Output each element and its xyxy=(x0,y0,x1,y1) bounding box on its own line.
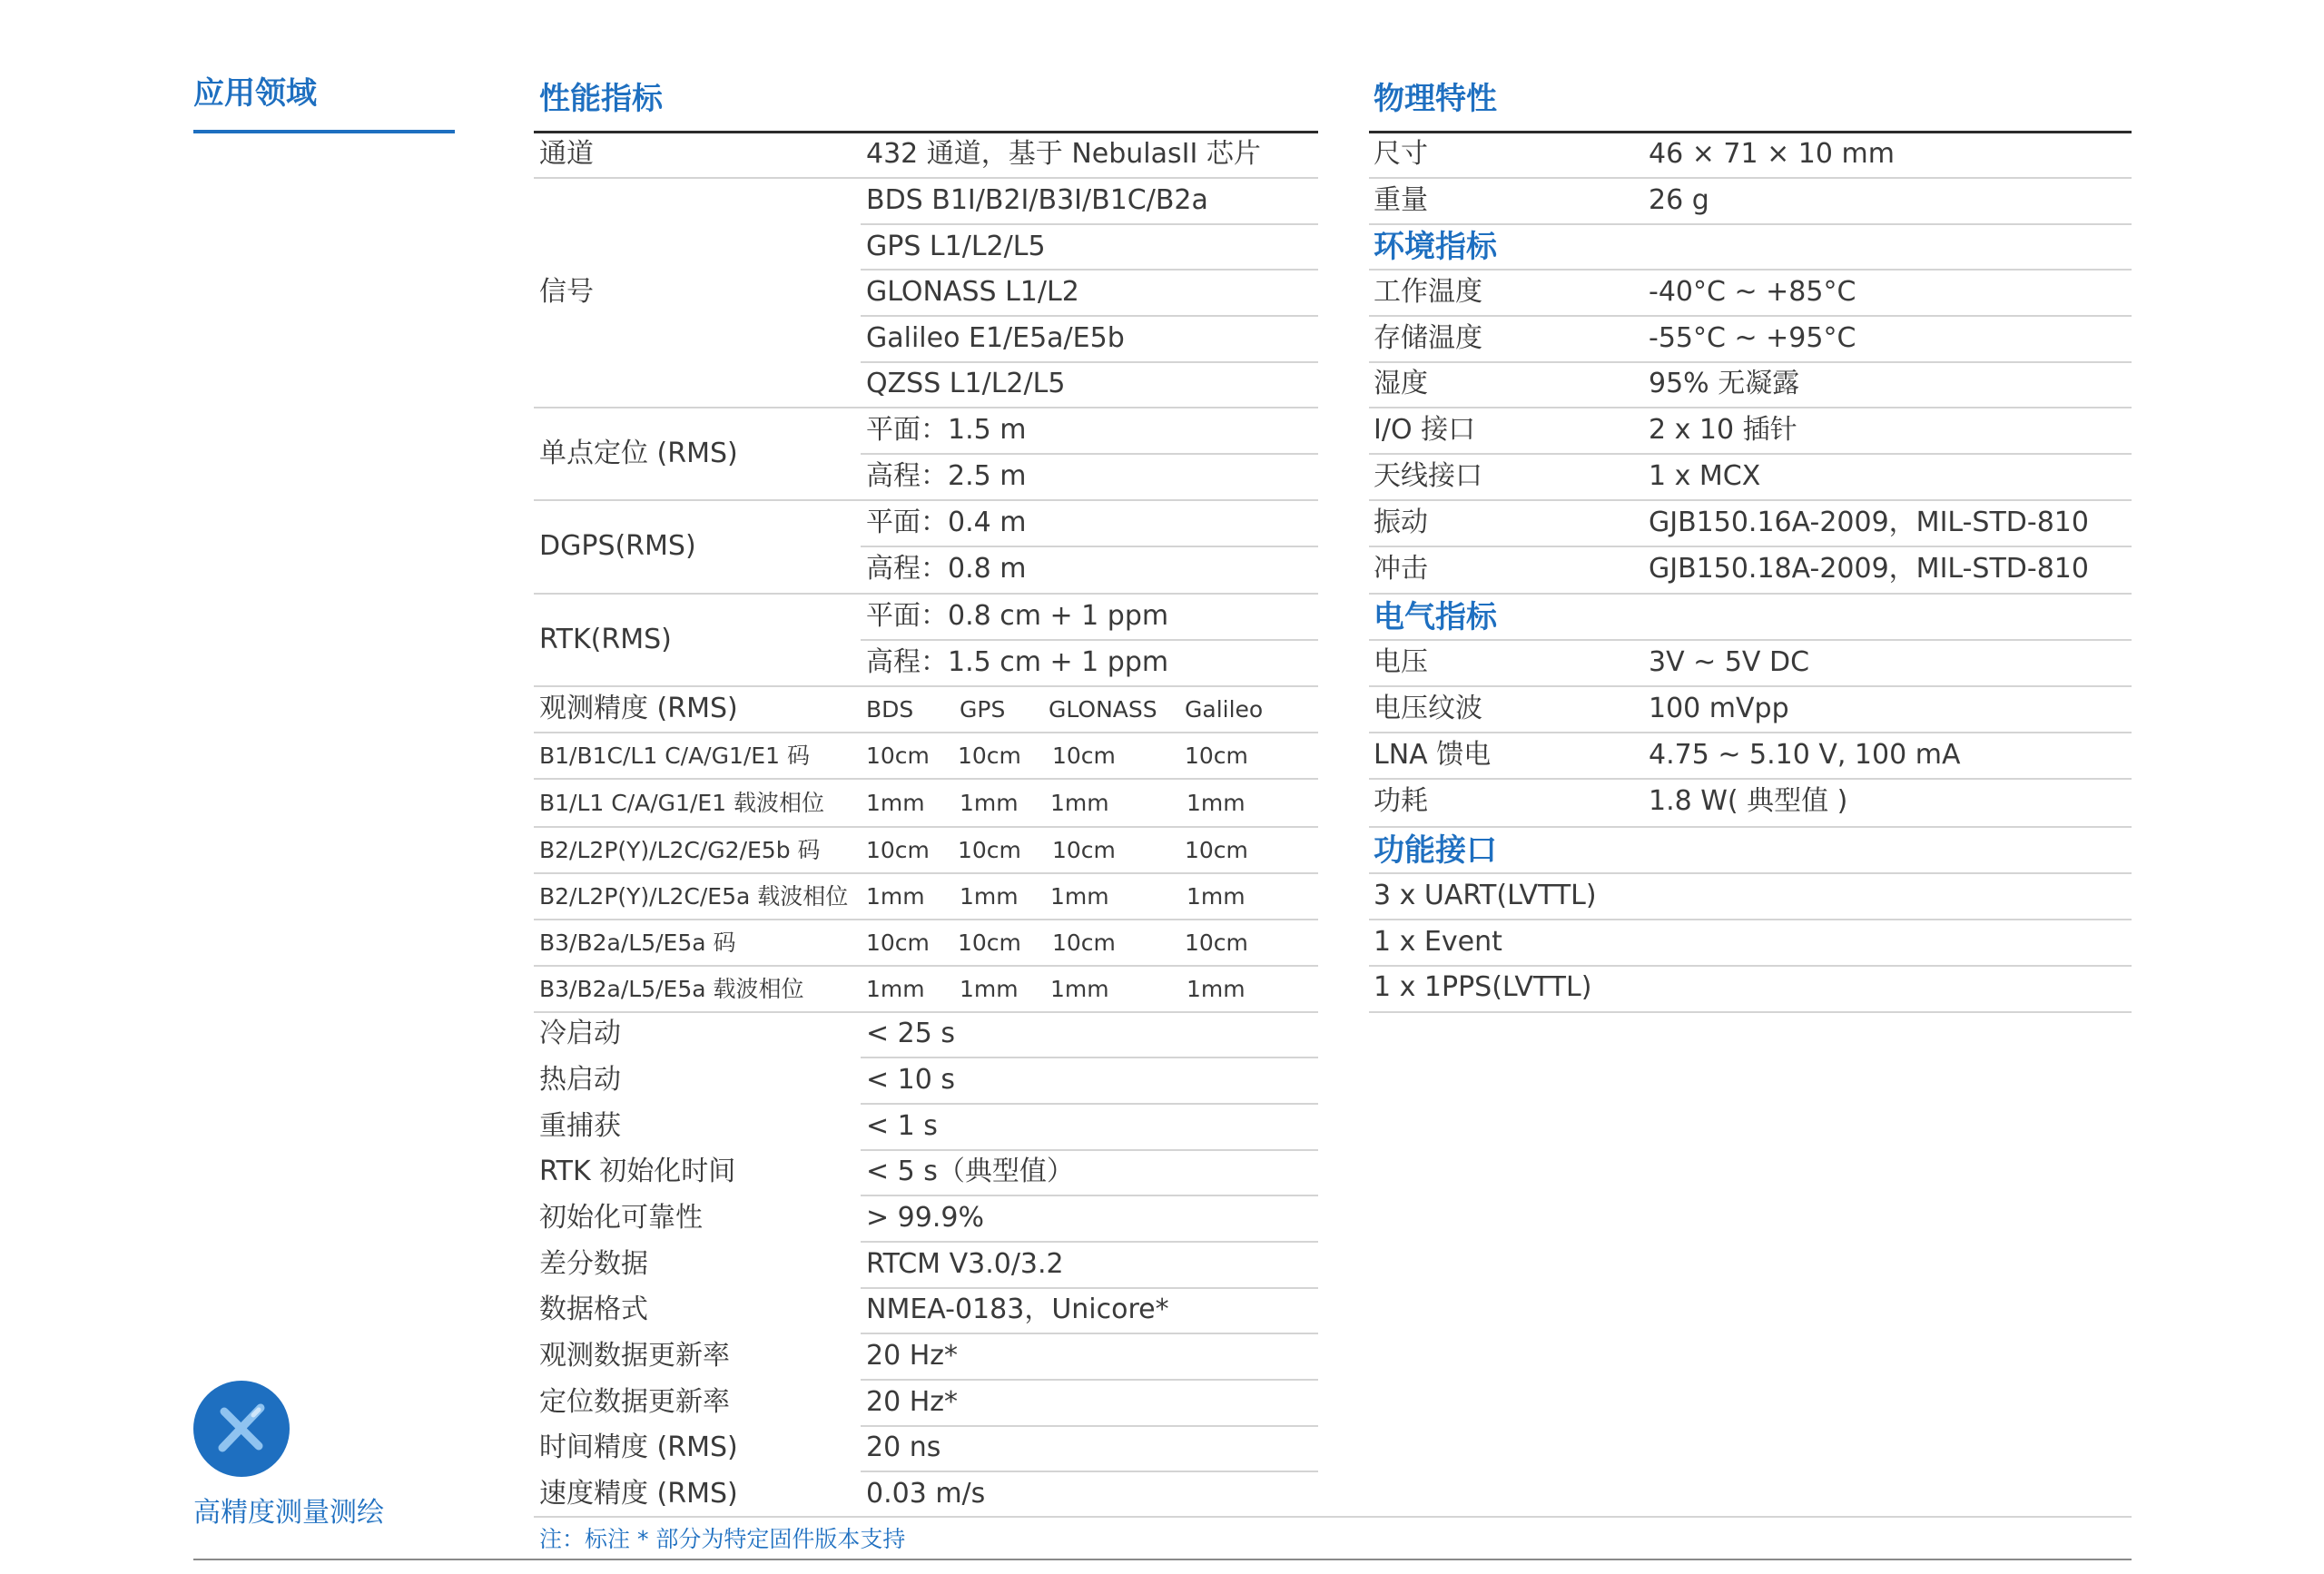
interface-item: 1 x Event xyxy=(1374,926,1502,958)
spec-label: 重捕获 xyxy=(539,1110,621,1142)
row-divider xyxy=(534,778,1318,780)
physical-value: 46 × 71 × 10 mm xyxy=(1649,138,1895,170)
physical-title-rule xyxy=(1369,131,2132,133)
obs-cell: 1mm xyxy=(1050,976,1109,1002)
spec-label: 观测数据更新率 xyxy=(539,1340,730,1372)
obs-cell: 1mm xyxy=(1187,790,1246,816)
spec-value: 20 Hz* xyxy=(866,1386,959,1418)
row-divider xyxy=(1369,1011,2132,1013)
row-divider xyxy=(861,1287,1318,1289)
row-divider xyxy=(1369,778,2132,780)
dgps-value: 平面：0.4 m xyxy=(866,507,1027,538)
row-divider xyxy=(861,1379,1318,1381)
row-divider xyxy=(1369,965,2132,967)
spec-label: 冷启动 xyxy=(539,1018,621,1049)
signal-label: 信号 xyxy=(539,276,594,308)
row-divider xyxy=(861,1425,1318,1427)
interface-item: 3 x UART(LVTTL) xyxy=(1374,880,1597,911)
obs-cell: 10cm xyxy=(958,743,1021,769)
row-divider xyxy=(861,1149,1318,1151)
row-divider xyxy=(534,826,1318,828)
elec-label: LNA 馈电 xyxy=(1374,739,1492,771)
row-divider xyxy=(861,1241,1318,1243)
row-divider xyxy=(1369,361,2132,363)
env-label: 振动 xyxy=(1374,507,1428,538)
row-divider xyxy=(534,732,1318,733)
row-divider xyxy=(861,361,1318,363)
sidebar-title-underline xyxy=(193,130,455,133)
obs-cell: 1mm xyxy=(1050,883,1109,910)
rtk-value: 高程：1.5 cm + 1 ppm xyxy=(866,646,1169,678)
physical-label: 重量 xyxy=(1374,184,1428,216)
obs-row-label: B2/L2P(Y)/L2C/E5a 载波相位 xyxy=(539,883,849,910)
env-value: 1 x MCX xyxy=(1649,460,1761,492)
spec-value: RTCM V3.0/3.2 xyxy=(866,1248,1064,1280)
row-divider xyxy=(534,1011,1318,1013)
physical-title: 物理特性 xyxy=(1374,81,1497,117)
electrical-title: 电气指标 xyxy=(1374,599,1497,635)
obs-cell: 10cm xyxy=(866,743,930,769)
signal-value: GLONASS L1/L2 xyxy=(866,276,1079,308)
spec-label: 热启动 xyxy=(539,1064,621,1096)
rtk-label: RTK(RMS) xyxy=(539,624,672,655)
elec-value: 4.75 ~ 5.10 V, 100 mA xyxy=(1649,739,1961,771)
spec-value: 20 Hz* xyxy=(866,1340,959,1372)
row-divider xyxy=(861,1195,1318,1196)
signal-value: BDS B1I/B2I/B3I/B1C/B2a xyxy=(866,184,1208,216)
row-divider xyxy=(861,223,1318,225)
row-divider xyxy=(1369,407,2132,408)
elec-value: 100 mVpp xyxy=(1649,693,1789,724)
row-divider xyxy=(1369,826,2132,828)
row-divider xyxy=(1369,223,2132,225)
row-divider xyxy=(1369,269,2132,271)
obs-cell: 10cm xyxy=(1052,930,1116,956)
obs-col-header: Galileo xyxy=(1185,696,1264,723)
row-divider xyxy=(861,315,1318,317)
row-divider xyxy=(534,407,1318,408)
app-label: 高精度测量测绘 xyxy=(193,1497,384,1529)
spec-label: 时间精度 (RMS) xyxy=(539,1431,738,1463)
obs-cell: 1mm xyxy=(960,790,1019,816)
physical-value: 26 g xyxy=(1649,184,1709,216)
row-divider xyxy=(861,1057,1318,1058)
row-divider xyxy=(1369,919,2132,920)
row-divider xyxy=(1369,315,2132,317)
dgps-value: 高程：0.8 m xyxy=(866,553,1027,585)
single-point-value: 平面：1.5 m xyxy=(866,414,1027,446)
row-divider xyxy=(1369,593,2132,595)
env-value: GJB150.18A-2009，MIL-STD-810 xyxy=(1649,553,2089,585)
spec-value: 20 ns xyxy=(866,1431,941,1463)
env-value: GJB150.16A-2009，MIL-STD-810 xyxy=(1649,507,2089,538)
env-value: 2 x 10 插针 xyxy=(1649,414,1797,446)
env-value: 95% 无凝露 xyxy=(1649,368,1800,399)
row-divider xyxy=(534,965,1318,967)
obs-row-label: B3/B2a/L5/E5a 载波相位 xyxy=(539,976,804,1002)
obs-cell: 1mm xyxy=(1187,883,1246,910)
obs-cell: 10cm xyxy=(866,837,930,863)
row-divider xyxy=(534,872,1318,874)
row-divider xyxy=(1369,639,2132,641)
obs-cell: 10cm xyxy=(958,930,1021,956)
elec-value: 1.8 W( 典型值 ) xyxy=(1649,785,1848,817)
spec-label: 定位数据更新率 xyxy=(539,1386,730,1418)
env-label: 冲击 xyxy=(1374,553,1428,585)
row-divider xyxy=(861,1333,1318,1334)
obs-cell: 1mm xyxy=(866,883,925,910)
row-divider xyxy=(1369,872,2132,874)
spec-label: 数据格式 xyxy=(539,1294,648,1325)
elec-label: 电压纹波 xyxy=(1374,693,1482,724)
obs-cell: 10cm xyxy=(866,930,930,956)
measuring-tools-icon xyxy=(193,1381,290,1477)
signal-value: Galileo E1/E5a/E5b xyxy=(866,322,1125,354)
row-divider xyxy=(861,1103,1318,1105)
obs-cell: 10cm xyxy=(1185,837,1248,863)
row-divider xyxy=(534,685,1318,687)
row-divider xyxy=(534,499,1318,501)
performance-title-rule xyxy=(534,131,1318,133)
rtk-value: 平面：0.8 cm + 1 ppm xyxy=(866,600,1169,632)
obs-row-label: B2/L2P(Y)/L2C/G2/E5b 码 xyxy=(539,837,821,863)
obs-cell: 10cm xyxy=(1185,743,1248,769)
row-divider xyxy=(1369,177,2132,179)
obs-cell: 1mm xyxy=(866,976,925,1002)
row-divider xyxy=(1369,732,2132,733)
physical-label: 尺寸 xyxy=(1374,138,1428,170)
obs-cell: 10cm xyxy=(1052,743,1116,769)
row-divider xyxy=(861,546,1318,547)
row-divider xyxy=(1369,499,2132,501)
row-divider xyxy=(534,919,1318,920)
spec-value: > 99.9% xyxy=(866,1202,984,1234)
spec-value: < 25 s xyxy=(866,1018,956,1049)
obs-cell: 10cm xyxy=(1185,930,1248,956)
env-label: 存储温度 xyxy=(1374,322,1482,354)
row-divider xyxy=(861,269,1318,271)
obs-col-header: GLONASS xyxy=(1049,696,1157,723)
spec-value: < 10 s xyxy=(866,1064,956,1096)
spec-value: NMEA-0183，Unicore* xyxy=(866,1294,1169,1325)
signal-value: QZSS L1/L2/L5 xyxy=(866,368,1066,399)
env-label: 天线接口 xyxy=(1374,460,1482,492)
obs-cell: 1mm xyxy=(866,790,925,816)
obs-cell: 1mm xyxy=(1050,790,1109,816)
spec-label: 初始化可靠性 xyxy=(539,1202,703,1234)
row-divider xyxy=(534,1516,2132,1518)
spec-value: < 5 s（典型值） xyxy=(866,1156,1074,1187)
obs-precision-label: 观测精度 (RMS) xyxy=(539,693,738,724)
row-divider xyxy=(1369,453,2132,455)
page-bottom-rule xyxy=(193,1559,2132,1560)
row-divider xyxy=(1369,685,2132,687)
spec-label: RTK 初始化时间 xyxy=(539,1156,736,1187)
row-divider xyxy=(534,593,1318,595)
obs-col-header: GPS xyxy=(960,696,1006,723)
channels-label: 通道 xyxy=(539,138,594,170)
obs-cell: 1mm xyxy=(960,976,1019,1002)
footnote: 注：标注 * 部分为特定固件版本支持 xyxy=(539,1526,906,1552)
obs-cell: 10cm xyxy=(958,837,1021,863)
env-value: -40°C ~ +85°C xyxy=(1649,276,1856,308)
elec-label: 功耗 xyxy=(1374,785,1428,817)
obs-cell: 1mm xyxy=(960,883,1019,910)
obs-cell: 1mm xyxy=(1187,976,1246,1002)
environment-title: 环境指标 xyxy=(1374,229,1497,265)
interfaces-title: 功能接口 xyxy=(1374,832,1497,869)
spec-value: 0.03 m/s xyxy=(866,1478,986,1510)
spec-label: 速度精度 (RMS) xyxy=(539,1478,738,1510)
channels-value: 432 通道，基于 NebulasII 芯片 xyxy=(866,138,1261,170)
elec-label: 电压 xyxy=(1374,646,1428,678)
row-divider xyxy=(861,639,1318,641)
env-label: 湿度 xyxy=(1374,368,1428,399)
obs-col-header: BDS xyxy=(866,696,914,723)
single-point-label: 单点定位 (RMS) xyxy=(539,438,738,469)
elec-value: 3V ~ 5V DC xyxy=(1649,646,1810,678)
obs-row-label: B1/B1C/L1 C/A/G1/E1 码 xyxy=(539,743,810,769)
sidebar-title: 应用领域 xyxy=(193,75,317,112)
signal-value: GPS L1/L2/L5 xyxy=(866,231,1046,262)
row-divider xyxy=(534,177,1318,179)
obs-row-label: B1/L1 C/A/G1/E1 载波相位 xyxy=(539,790,825,816)
dgps-label: DGPS(RMS) xyxy=(539,530,696,562)
performance-title: 性能指标 xyxy=(539,81,663,117)
interface-item: 1 x 1PPS(LVTTL) xyxy=(1374,971,1592,1003)
env-label: 工作温度 xyxy=(1374,276,1482,308)
env-label: I/O 接口 xyxy=(1374,414,1476,446)
spec-value: < 1 s xyxy=(866,1110,938,1142)
row-divider xyxy=(1369,546,2132,547)
obs-cell: 10cm xyxy=(1052,837,1116,863)
row-divider xyxy=(861,453,1318,455)
env-value: -55°C ~ +95°C xyxy=(1649,322,1856,354)
single-point-value: 高程：2.5 m xyxy=(866,460,1027,492)
row-divider xyxy=(861,1471,1318,1472)
obs-row-label: B3/B2a/L5/E5a 码 xyxy=(539,930,736,956)
spec-label: 差分数据 xyxy=(539,1248,648,1280)
